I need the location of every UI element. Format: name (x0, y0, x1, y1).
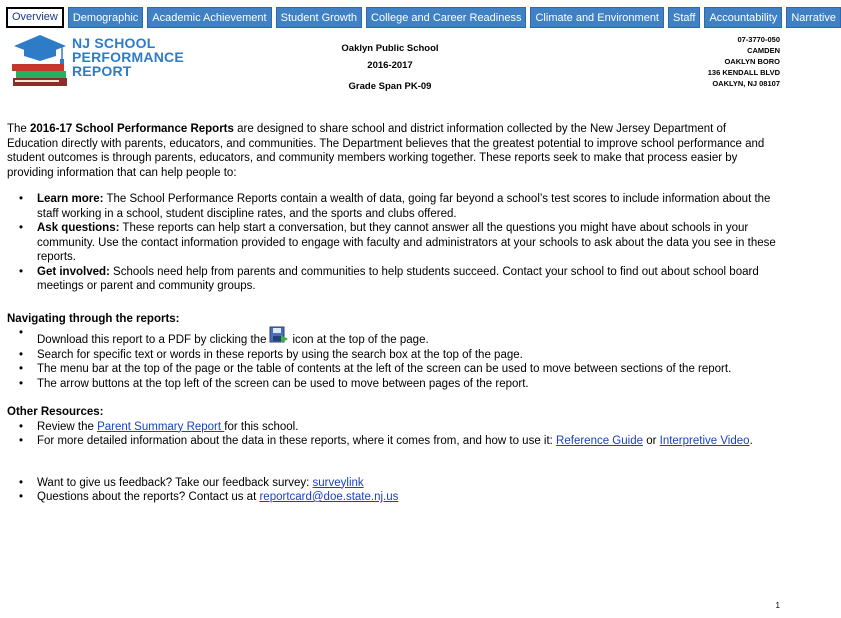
tab-climate[interactable]: Climate and Environment (530, 7, 664, 28)
use-text: These reports can help start a conversation, but they cannot answer all the questions you might have about schools in your community. Use the contact information provided to engage with faculty and administrators at your schools to ask about the data you see in these reports. (37, 222, 776, 263)
item-text: for this school. (224, 420, 299, 433)
item-text: or (643, 435, 660, 447)
list-item (7, 434, 777, 449)
tab-overview[interactable]: Overview (6, 7, 64, 28)
list-item: • The arrow buttons at the top left of the screen can be used to move between pages of the report. (7, 377, 777, 392)
intro-pre: The (7, 123, 31, 135)
navigating-list (7, 326, 777, 391)
overview-content (7, 122, 777, 505)
uses-list (7, 192, 777, 294)
school-address (708, 34, 780, 89)
list-item (7, 221, 777, 265)
district: OAKLYN BORO (724, 57, 780, 66)
interpretive-video-link[interactable]: Interpretive Video (659, 435, 750, 447)
tab-staff[interactable]: Staff (668, 7, 700, 28)
logo-line-3: REPORT (72, 63, 132, 79)
intro-post: are designed to share school and district information collected by the New Jersey Department of Education directly with parents, educators, and communities. The Department believes that the greatest potential to improve school performance and student outcomes is through parents, educators, and community members working together. These reports seek to make that process easier by providing information that can help people to: (7, 123, 765, 179)
item-text: icon at the top of the page. (292, 334, 429, 346)
feedback-list (7, 476, 777, 505)
list-item: • The menu bar at the top of the page or the table of contents at the left of the screen can be used to move between sections of the report. (7, 362, 777, 377)
tab-accountability[interactable]: Accountability (704, 7, 782, 28)
list-item (7, 326, 777, 348)
item-text: Want to give us feedback? Take our feedback survey: (37, 476, 313, 489)
contact-email-link[interactable]: reportcard@doe.state.nj.us (259, 491, 399, 503)
navigating-heading: Navigating through the reports: (7, 312, 180, 325)
tab-narrative[interactable]: Narrative (786, 7, 841, 28)
school-year: 2016-2017 (367, 60, 413, 71)
use-title: Get involved: (37, 265, 110, 278)
city: OAKLYN, NJ 08107 (712, 79, 780, 88)
school-header (310, 43, 470, 98)
nj-spr-logo (10, 32, 185, 88)
grade-span: Grade Span PK-09 (348, 81, 432, 92)
list-item (7, 490, 777, 505)
survey-link[interactable]: surveylink (312, 476, 364, 489)
intro-bold: 2016-17 School Performance Reports (30, 123, 234, 135)
item-text: Review the (37, 420, 98, 433)
list-item (7, 265, 777, 294)
item-text: For more detailed information about the data in these reports, where it comes from, and how to use it: (37, 435, 557, 447)
street: 136 KENDALL BLVD (707, 68, 780, 77)
use-text: Schools need help from parents and communities to help students succeed. Contact your school to find out about school board meetings or parent and community groups. (37, 265, 759, 292)
logo-line-1: NJ SCHOOL (72, 35, 156, 51)
intro-paragraph (7, 122, 777, 180)
graduation-books-icon (10, 32, 72, 88)
tab-college-career[interactable]: College and Career Readiness (366, 7, 526, 28)
list-item: • Search for specific text or words in these reports by using the search box at the top of the page. (7, 348, 777, 363)
list-item (7, 476, 777, 491)
item-text: . (749, 435, 753, 447)
item-text: Download this report to a PDF by clicking the (37, 334, 267, 346)
section-nav (6, 7, 841, 28)
resources-list (7, 420, 777, 449)
use-title: Ask questions: (37, 222, 120, 234)
tab-academic-achievement[interactable]: Academic Achievement (147, 7, 271, 28)
use-title: Learn more: (37, 193, 104, 205)
other-resources-heading: Other Resources: (7, 406, 104, 418)
list-item (7, 420, 777, 435)
school-code: 07-3770-050 (737, 35, 780, 44)
school-name: Oaklyn Public School (341, 43, 439, 54)
parent-summary-link[interactable]: Parent Summary Report (97, 420, 225, 433)
save-pdf-icon[interactable] (269, 326, 289, 346)
reference-guide-link[interactable]: Reference Guide (556, 435, 643, 447)
item-text: Questions about the reports? Contact us at (37, 491, 260, 503)
logo-line-2: PERFORMANCE (72, 49, 184, 65)
tab-demographic[interactable]: Demographic (68, 7, 143, 28)
county: CAMDEN (747, 46, 780, 55)
page-number: 1 (775, 601, 780, 610)
use-text: The School Performance Reports contain a wealth of data, going far beyond a school’s test scores to include information about the staff working in a school, student discipline rates, and the sports and clubs offered. (37, 193, 771, 220)
tab-student-growth[interactable]: Student Growth (276, 7, 362, 28)
list-item (7, 192, 777, 221)
